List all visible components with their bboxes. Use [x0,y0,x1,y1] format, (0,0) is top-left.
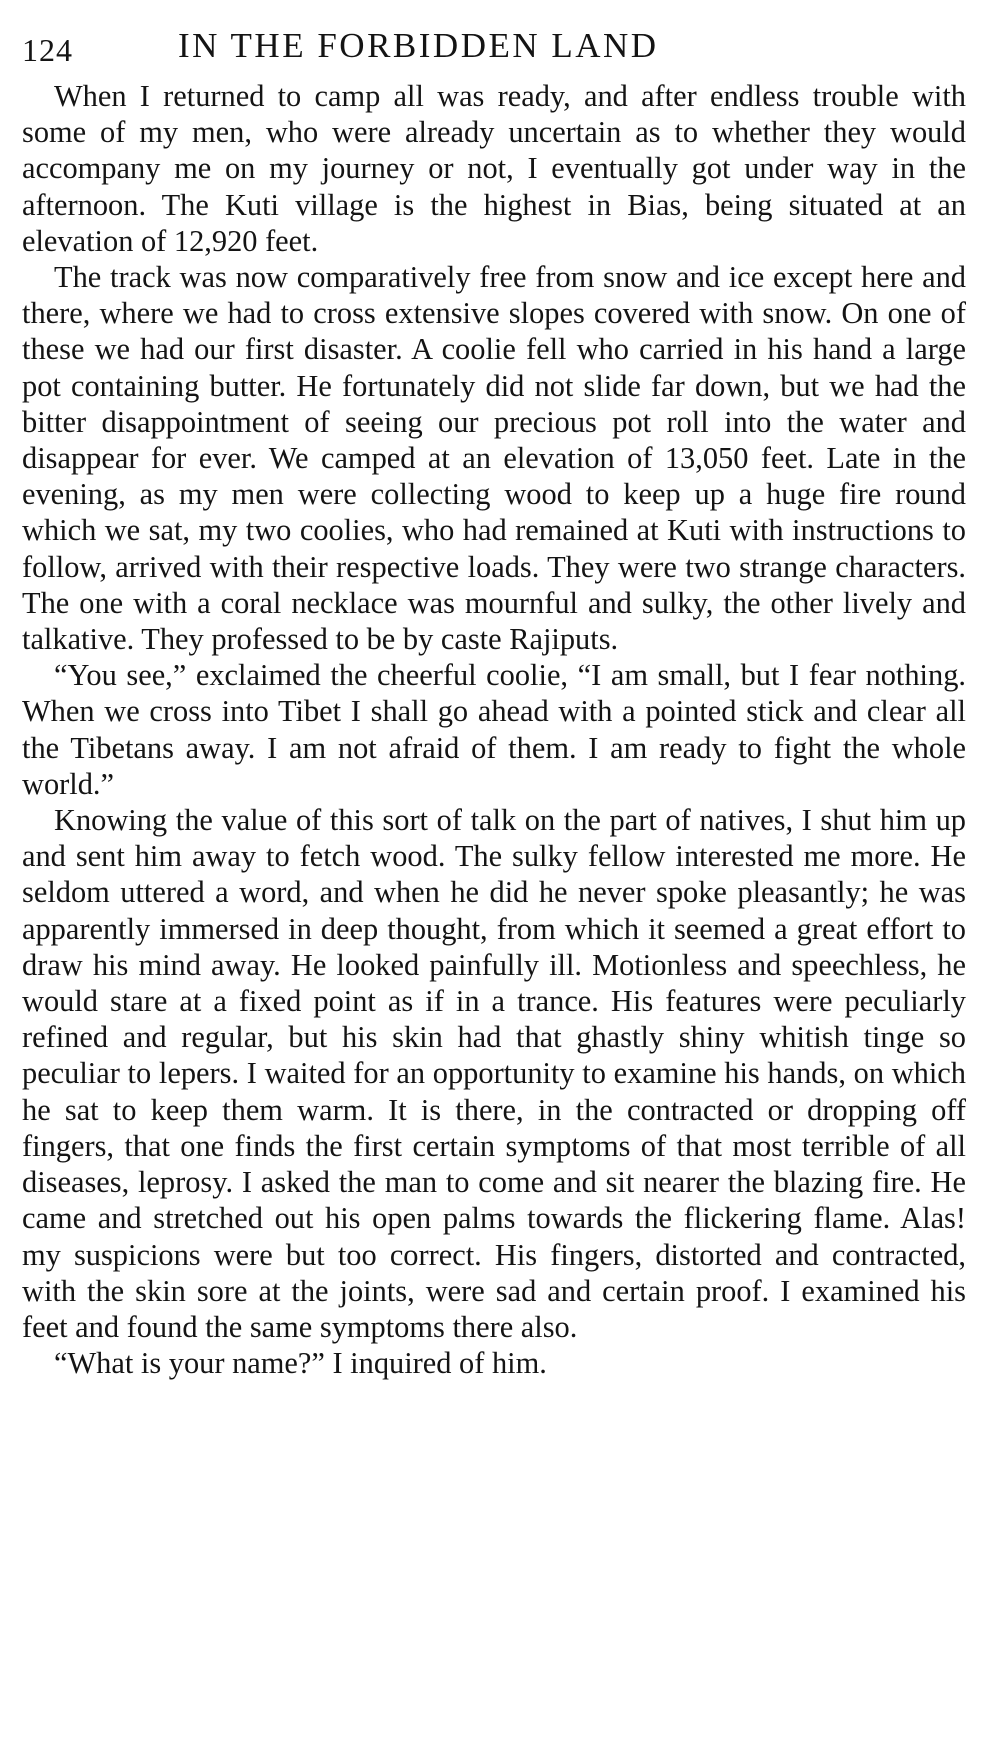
page-number: 124 [22,32,73,68]
paragraph-name-question: “What is your name?” I inquired of him. [54,1346,547,1381]
running-head [22,18,966,78]
paragraph-track-and-coolies: The track was now comparatively free from snow and ice except here and there, where we had to cross extensive slopes covered with snow. On one of these we had our first disaster. A coolie fell who carried in his hand a large pot containing butter. He fortunately did not slide far down, but we had the bitter disappointment of seeing our precious pot roll into the water and disappear for ever. We camped at an elevation of 13,050 feet. Late in the evening, as my men were collecting wood to keep up a huge fire round which we sat, my two coolies, who had remained at Kuti with instructions to follow, arrived with their respective loads. They were two strange characters. The one with a coral necklace was mournful and sulky, the other lively and talkative. They professed to be by caste Rajiputs. [22,260,966,657]
paragraph-return-to-camp: When I returned to camp all was ready, and after endless trouble with some of my men, who were already uncertain as to whether they would accompany me on my journey or not, I eventually got under way in the afternoon. The Kuti village is the highest in Bias, being situated at an elevation of 12,920 feet. [22,79,966,258]
paragraph-cheerful-coolie-quote: “You see,” exclaimed the cheerful coolie, “I am small, but I fear nothing. When we cross into Tibet I shall go ahead with a pointed stick and clear all the Tibetans away. I am not afraid of them. I am ready to fight the whole world.” [22,658,966,801]
body-text [22,78,966,1381]
book-title: IN THE FORBIDDEN LAND [178,26,659,65]
book-page [22,18,966,1381]
paragraph-leper-coolie: Knowing the value of this sort of talk on the part of natives, I shut him up and sent him away to fetch wood. The sulky fellow interested me more. He seldom uttered a word, and when he did he never spoke pleasantly; he was apparently immersed in deep thought, from which it seemed a great effort to draw his mind away. He looked painfully ill. Motionless and speechless, he would stare at a fixed point as if in a trance. His features were peculiarly refined and regular, but his skin had that ghastly shiny whitish tinge so peculiar to lepers. I waited for an opportunity to examine his hands, on which he sat to keep them warm. It is there, in the contracted or dropping off fingers, that one finds the first certain symptoms of that most terrible of all diseases, leprosy. I asked the man to come and sit nearer the blazing fire. He came and stretched out his open palms towards the flickering flame. Alas! my suspicions were but too correct. His fingers, distorted and contracted, with the skin sore at the joints, were sad and certain proof. I examined his feet and found the same symptoms there also. [22,803,966,1344]
